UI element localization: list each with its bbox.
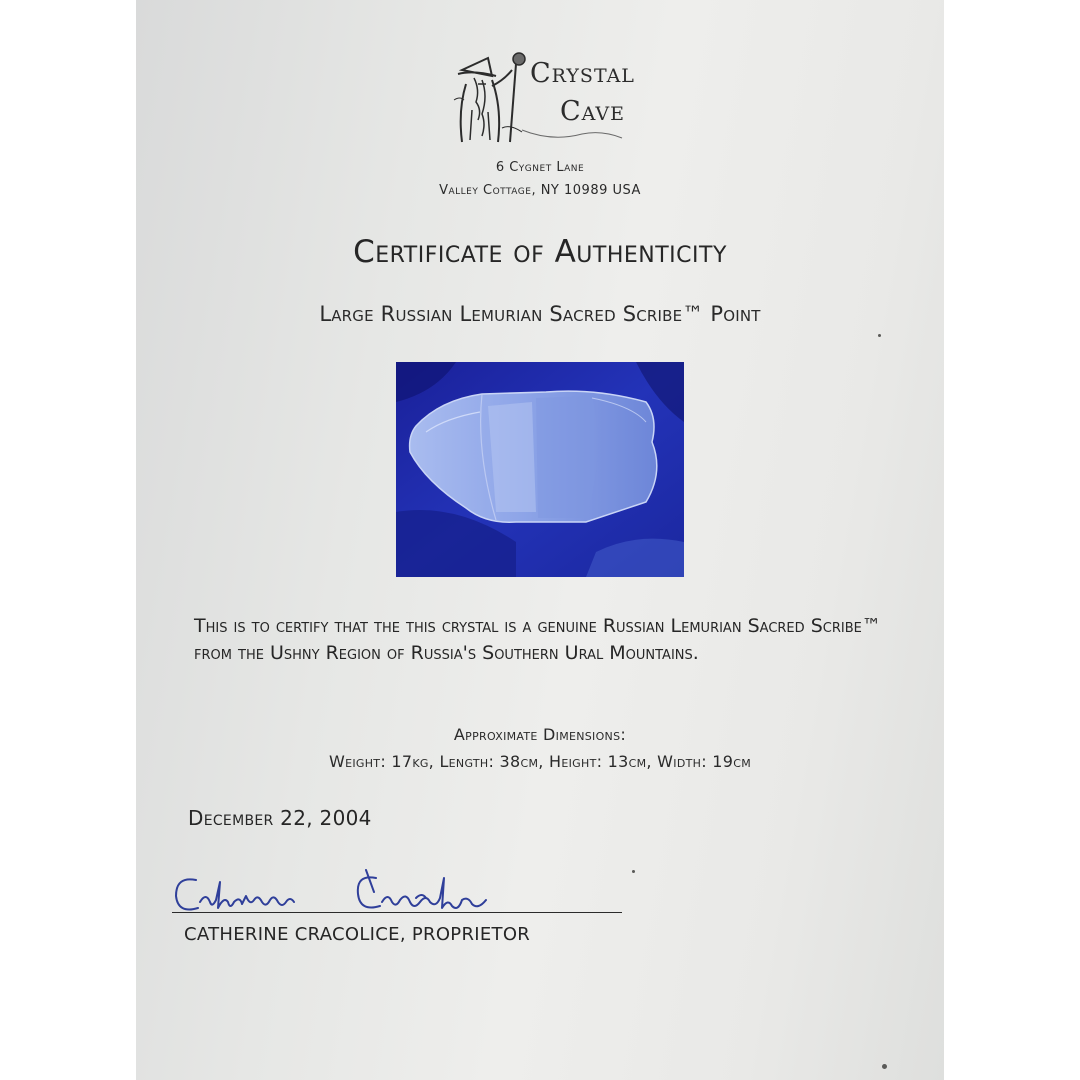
paper-speck: [632, 870, 635, 873]
paper-speck: [878, 334, 881, 337]
logo-word-cave: Cave: [560, 96, 626, 127]
crystal-photo-illustration: [396, 362, 684, 577]
dimensions-label: Approximate Dimensions:: [453, 725, 627, 744]
certificate-subtitle: Large Russian Lemurian Sacred Scribe™ Point: [319, 302, 761, 326]
crystal-photo: [396, 362, 684, 577]
certificate-title: Certificate of Authenticity: [353, 234, 727, 270]
certificate-date: December 22, 2004: [188, 806, 372, 830]
handwritten-signature: [170, 862, 530, 922]
certification-paragraph: This is to certify that the this crystal is a genuine Russian Lemurian Sacred Scribe™ from the Ushny Region of Russia's Southern Ural Mountains.: [194, 615, 881, 664]
dimensions-values: Weight: 17kg, Length: 38cm, Height: 13cm, Width: 19cm: [328, 752, 752, 771]
crystal-cave-logo: [452, 50, 635, 146]
logo-sparkle-lines: [452, 50, 632, 146]
paper-speck: [882, 1064, 887, 1069]
address-street: 6 Cygnet Lane: [495, 160, 585, 175]
address-city: Valley Cottage, NY 10989 USA: [439, 183, 641, 198]
signature-line: [172, 912, 622, 913]
signatory-name-title: CATHERINE CRACOLICE, PROPRIETOR: [184, 924, 531, 945]
logo-word-crystal: Crystal: [530, 58, 635, 89]
